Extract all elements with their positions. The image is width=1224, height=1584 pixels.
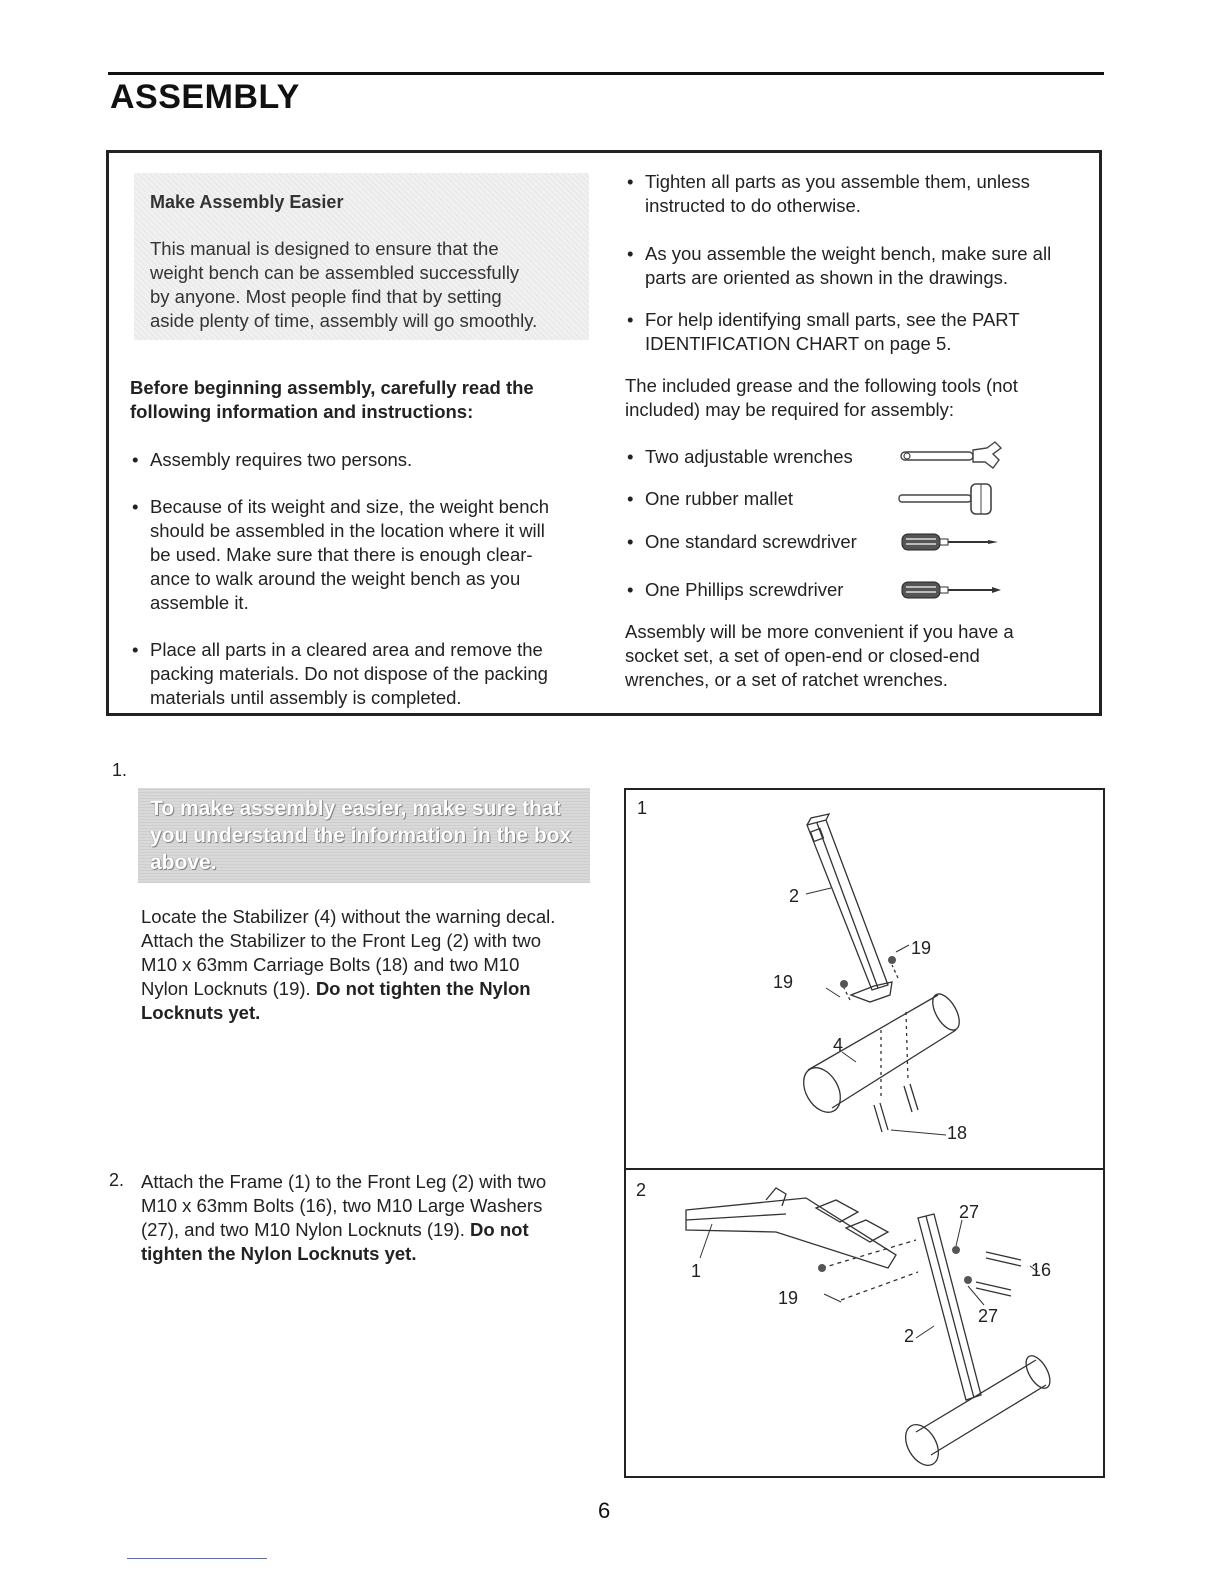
- page-title: ASSEMBLY: [110, 78, 300, 116]
- step-2-number: 2.: [109, 1170, 125, 1190]
- list-item: • Assembly requires two persons.: [132, 449, 413, 470]
- washer: [964, 1276, 972, 1284]
- top-rule: [108, 72, 1104, 75]
- step-1-text: Locate the Stabilizer (4) without the warning decal. Attach the Stabilizer to the Front Leg (2) with two M10 x 63mm Carriage Bolts (18) and two M10 Nylon Locknuts (19). Do not tighten the Nylon Locknuts yet.: [141, 906, 556, 1023]
- callout-bolt: 16: [1031, 1260, 1052, 1280]
- phillips-screwdriver-icon: [898, 578, 1003, 602]
- list-item: • For help identifying small parts, see the PART IDENTIFICATION CHART on page 5.: [627, 309, 1020, 354]
- stabilizer-end-cap: [796, 1061, 848, 1119]
- carriage-bolt: [874, 1103, 888, 1132]
- frame-crossbar: [816, 1200, 888, 1242]
- intro-heading: Before beginning assembly, carefully read the following information and instructions:: [130, 377, 534, 422]
- washer: [952, 1246, 960, 1254]
- tool-item-wrench: • Two adjustable wrenches: [627, 446, 853, 467]
- callout-locknut-right: 19: [911, 938, 932, 958]
- adjustable-wrench-icon: [895, 440, 1010, 472]
- callout-locknut-left: 19: [773, 972, 794, 992]
- figure-1-diagram: [626, 790, 1103, 1168]
- stabilizer-end-cap: [899, 1419, 945, 1471]
- locknut: [818, 1264, 826, 1272]
- tool-item-standard-screwdriver: • One standard screwdriver: [627, 531, 857, 552]
- tools-outro: Assembly will be more convenient if you have a socket set, a set of open-end or closed-end wrenches, or a set of ratchet wrenches.: [625, 621, 1014, 690]
- callout-washer-top: 27: [959, 1202, 980, 1222]
- carriage-bolt: [904, 1084, 918, 1112]
- locknut: [888, 956, 896, 964]
- tool-item-mallet: • One rubber mallet: [627, 488, 794, 509]
- list-item: • Because of its weight and size, the weight bench should be assembled in the location where it will be used. Make sure that there is enough clear- ance to walk around the weight bench as you assemble it.: [132, 496, 550, 613]
- list-item: • Tighten all parts as you assemble them, unless instructed to do otherwise.: [627, 171, 1030, 216]
- easier-box-text: This manual is designed to ensure that the weight bench can be assembled successfully by anyone. Most people find that by setting aside plenty of time, assembly will go smoothly.: [150, 238, 538, 331]
- locknut: [840, 980, 848, 988]
- figure-2-diagram: [626, 1170, 1103, 1476]
- callout-bolt: 18: [947, 1123, 968, 1143]
- callout-front-leg: 2: [904, 1326, 915, 1346]
- list-item: • As you assemble the weight bench, make sure all parts are oriented as shown in the drawings.: [627, 243, 1052, 288]
- warning-text: To make assembly easier, make sure that you understand the information in the box above.: [150, 797, 572, 874]
- standard-screwdriver-icon: [898, 530, 1003, 554]
- callout-washer-bottom: 27: [978, 1306, 999, 1326]
- tools-intro: The included grease and the following tools (not included) may be required for assembly:: [625, 375, 1018, 420]
- stabilizer-tube: [808, 995, 956, 1108]
- page-number: 6: [598, 1498, 611, 1523]
- figure-2-step-label: 2: [636, 1180, 647, 1200]
- bolt: [976, 1282, 1011, 1296]
- frame-bracket: [766, 1188, 786, 1206]
- tool-item-phillips-screwdriver: • One Phillips screwdriver: [627, 579, 844, 600]
- callout-front-leg: 2: [789, 886, 800, 906]
- frame-tube: [686, 1198, 896, 1268]
- bolt: [986, 1252, 1021, 1266]
- rubber-mallet-icon: [895, 482, 1000, 516]
- callout-frame: 1: [691, 1261, 702, 1281]
- step-1-number: 1.: [112, 760, 128, 780]
- list-item: • Place all parts in a cleared area and remove the packing materials. Do not dispose of the packing materials until assembly is completed.: [132, 639, 548, 708]
- callout-locknut: 19: [778, 1288, 799, 1308]
- figure-1-step-label: 1: [637, 798, 648, 818]
- step-2-text: Attach the Frame (1) to the Front Leg (2) with two M10 x 63mm Bolts (16), two M10 Large Washers (27), and two M10 Nylon Locknuts (19). Do not tighten the Nylon Locknuts yet.: [141, 1171, 547, 1264]
- footer-link-underline: [127, 1558, 267, 1559]
- easier-box-title: Make Assembly Easier: [150, 192, 344, 212]
- callout-stabilizer: 4: [833, 1035, 844, 1055]
